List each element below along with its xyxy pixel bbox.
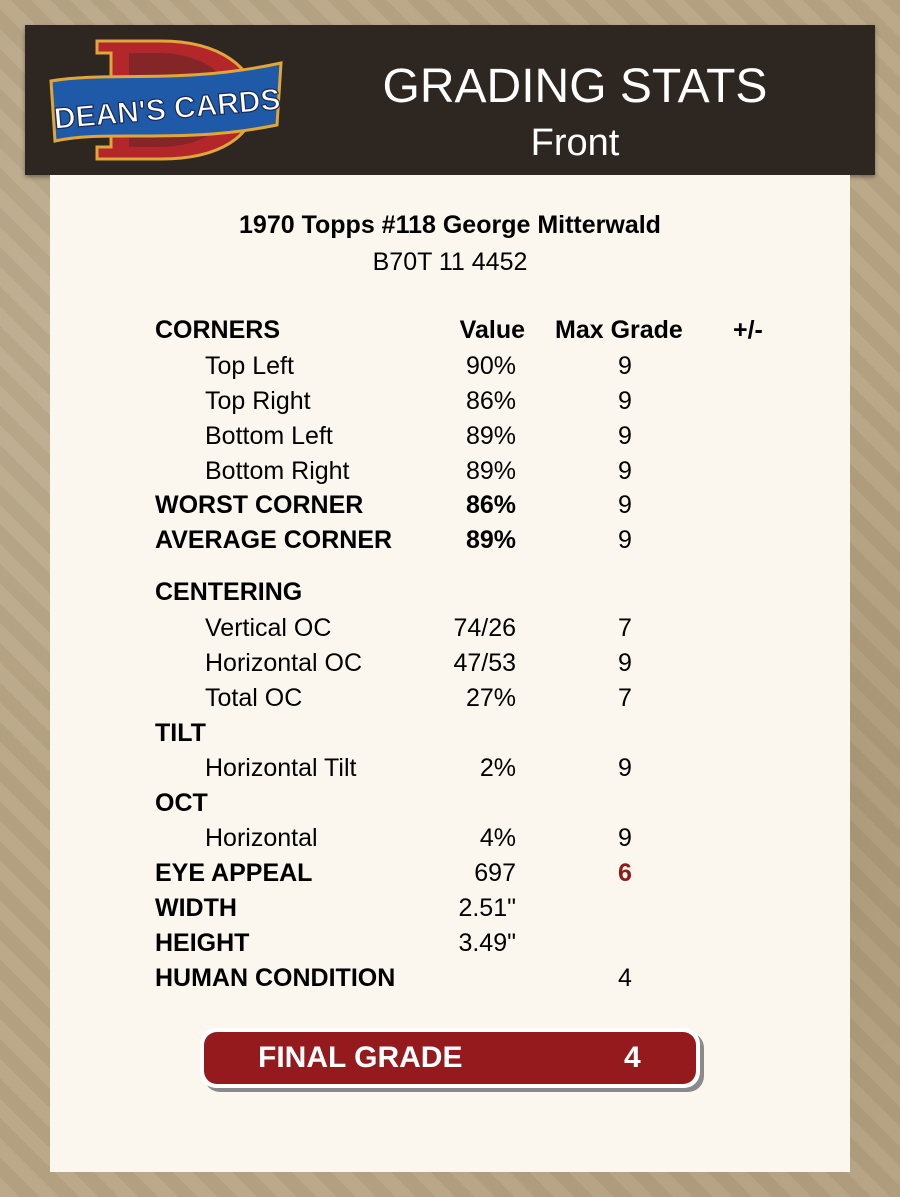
section-heading [50, 789, 850, 821]
row-value: 47/53 [453, 649, 516, 677]
header-max-grade: Max Grade [555, 316, 683, 344]
table-row: Horizontal OC 47/53 9 [205, 649, 632, 677]
table-row: Bottom Left 89% 9 [205, 422, 632, 450]
table-row: Top Right 86% 9 [205, 387, 632, 415]
section-heading [50, 719, 850, 751]
row-label: Total OC [205, 684, 303, 712]
deans-cards-logo [49, 37, 285, 163]
page-title: GRADING STATS [382, 60, 768, 113]
row-value: 89% [465, 422, 516, 450]
row-label: Horizontal [205, 824, 318, 852]
row-label: HEIGHT [155, 929, 250, 957]
table-row: Top Left 90% 9 [205, 352, 632, 380]
row-value: 86% [465, 387, 516, 415]
table-row [50, 894, 850, 926]
row-label: Bottom Right [205, 457, 350, 485]
table-row: Bottom Right 89% 9 [205, 457, 632, 485]
header-plus-minus: +/- [733, 316, 763, 344]
stats-panel [50, 175, 850, 1172]
row-value: 89% [465, 526, 516, 554]
page-subtitle: Front [530, 122, 620, 164]
row-label: Horizontal Tilt [205, 754, 357, 782]
row-label: Bottom Left [205, 422, 333, 450]
row-value: 27% [465, 684, 516, 712]
row-label: TILT [155, 719, 206, 747]
header-corners: CORNERS [155, 316, 281, 344]
row-label: WIDTH [155, 894, 237, 922]
logo-text: DEAN'S CARDS [52, 83, 282, 136]
final-grade-box [200, 1028, 700, 1088]
row-value: 86% [465, 491, 516, 519]
final-grade-bar [204, 1032, 696, 1084]
row-value: 4% [479, 824, 516, 852]
row-label: WORST CORNER [155, 491, 364, 519]
row-value: 2% [479, 754, 516, 782]
row-label: HUMAN CONDITION [155, 964, 396, 992]
table-row: Total OC 27% 7 [205, 684, 632, 712]
final-grade-label: FINAL GRADE [258, 1041, 463, 1074]
column-headers [50, 316, 850, 348]
row-label: Top Right [205, 387, 311, 415]
row-value: 74/26 [453, 614, 516, 642]
row-label: CENTERING [155, 578, 303, 606]
table-row: Horizontal 4% 9 [205, 824, 632, 852]
table-row: Vertical OC 74/26 7 [205, 614, 632, 642]
row-label: Horizontal OC [205, 649, 362, 677]
card-serial: B70T 11 4452 [372, 248, 528, 276]
table-row: EYE APPEAL 697 6 [155, 859, 632, 887]
table-row [50, 929, 850, 961]
table-row: WORST CORNER 86% 9 [155, 491, 632, 519]
header-bar [25, 25, 875, 175]
table-row: HUMAN CONDITION 4 [155, 964, 632, 992]
row-label: EYE APPEAL [155, 859, 313, 887]
table-row: AVERAGE CORNER 89% 9 [155, 526, 632, 554]
section-heading [50, 578, 850, 610]
row-label: OCT [155, 789, 208, 817]
card-name: 1970 Topps #118 George Mitterwald [239, 211, 661, 239]
header-value: Value [459, 316, 525, 344]
row-label: Top Left [205, 352, 294, 380]
row-value: 2.51" [458, 894, 516, 922]
row-value: 90% [465, 352, 516, 380]
row-label: Vertical OC [205, 614, 332, 642]
final-grade-value: 4 [624, 1041, 641, 1074]
table-row: Horizontal Tilt 2% 9 [205, 754, 632, 782]
row-value: 89% [465, 457, 516, 485]
row-value: 3.49" [458, 929, 516, 957]
row-label: AVERAGE CORNER [155, 526, 393, 554]
row-value: 697 [474, 859, 516, 887]
